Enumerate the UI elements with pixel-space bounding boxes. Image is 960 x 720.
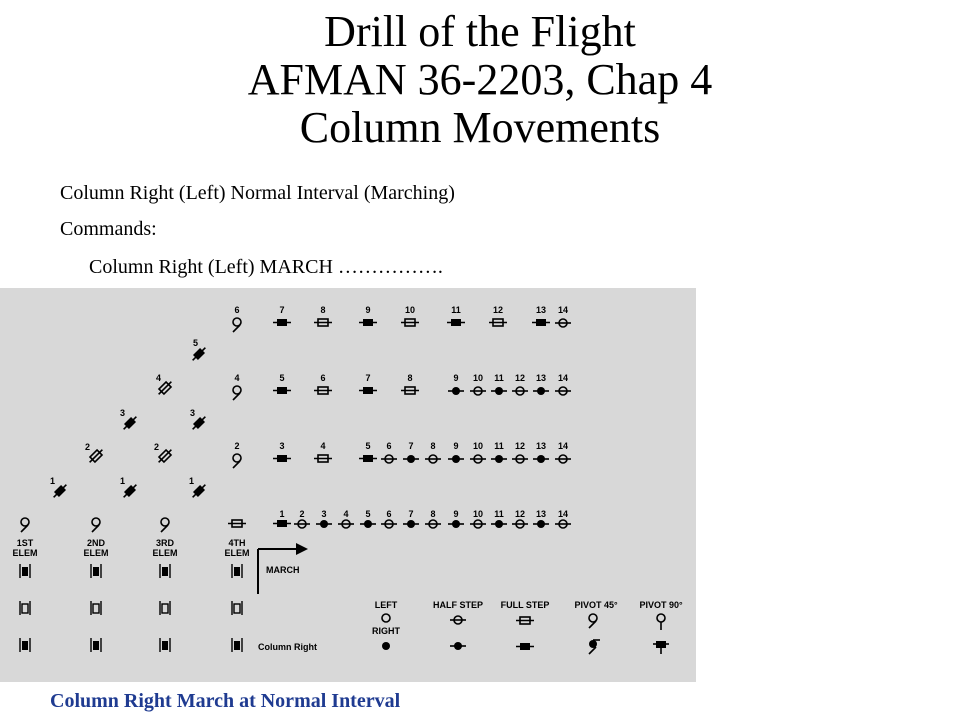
diagonal-number: 5 <box>193 338 199 348</box>
row-2-number: 9 <box>453 373 459 383</box>
row-1-number: 10 <box>404 305 416 315</box>
diagonal-number: 3 <box>120 408 126 418</box>
row-2-number: 14 <box>557 373 569 383</box>
row-3-number: 9 <box>453 441 459 451</box>
row-3-number: 3 <box>279 441 285 451</box>
row-2-number: 11 <box>494 373 504 383</box>
row-1-number: 7 <box>279 305 285 315</box>
legend-half-step-label: HALF STEP <box>432 600 484 610</box>
row-3-number: 12 <box>514 441 526 451</box>
column-right-label: Column Right <box>258 642 317 652</box>
row-4-number: 9 <box>453 509 459 519</box>
row-3-number: 10 <box>472 441 484 451</box>
legend-pivot45-label: PIVOT 45° <box>574 600 618 610</box>
diagonal-number: 2 <box>85 442 91 452</box>
row-2-number: 6 <box>320 373 326 383</box>
title-line-1: Drill of the Flight <box>324 7 636 56</box>
element-label: ELEM <box>224 548 250 558</box>
row-3-number: 11 <box>494 441 504 451</box>
legend-right-symbol <box>382 642 390 650</box>
title-line-3: Column Movements <box>299 103 661 152</box>
element-label: 3RD <box>155 538 175 548</box>
row-4-number: 12 <box>514 509 526 519</box>
commands-label: Commands: <box>60 218 157 240</box>
row-3-number: 8 <box>430 441 436 451</box>
legend-left-label: LEFT <box>374 600 398 610</box>
drill-diagram <box>0 288 696 682</box>
row-4-number: 1 <box>279 509 285 519</box>
legend-right-label: RIGHT <box>372 626 400 636</box>
row-4-number: 8 <box>430 509 436 519</box>
row-4-number: 13 <box>535 509 547 519</box>
row-4-number: 5 <box>365 509 371 519</box>
row-4-number: 2 <box>299 509 305 519</box>
row-1-number: 9 <box>365 305 371 315</box>
row-1-number: 8 <box>320 305 326 315</box>
diagonal-number: 3 <box>190 408 196 418</box>
row-4-number: 6 <box>386 509 392 519</box>
row-4-number: 11 <box>494 509 504 519</box>
row-4-number: 14 <box>557 509 569 519</box>
row-2-number: 5 <box>279 373 285 383</box>
element-label: ELEM <box>83 548 109 558</box>
element-label: 1ST <box>16 538 34 548</box>
row-3-number: 5 <box>365 441 371 451</box>
row-4-number: 10 <box>472 509 484 519</box>
diagram-background <box>0 288 696 682</box>
command-text: Column Right (Left) MARCH ……………. <box>89 256 443 278</box>
row-3-number: 13 <box>535 441 547 451</box>
legend-full-step-label: FULL STEP <box>500 600 550 610</box>
row-3-number: 6 <box>386 441 392 451</box>
title-line-2: AFMAN 36-2203, Chap 4 <box>247 55 713 104</box>
row-2-number: 8 <box>407 373 413 383</box>
diagonal-number: 1 <box>120 476 126 486</box>
legend-pivot90-label: PIVOT 90° <box>639 600 683 610</box>
row-3-number: 7 <box>408 441 414 451</box>
row-3-number: 2 <box>234 441 240 451</box>
row-3-number: 14 <box>557 441 569 451</box>
row-2-number: 12 <box>514 373 526 383</box>
row-4-number: 7 <box>408 509 414 519</box>
row-1-number: 11 <box>451 305 461 315</box>
element-label: 4TH <box>228 538 246 548</box>
row-2-number: 13 <box>535 373 547 383</box>
row-1-number: 14 <box>557 305 569 315</box>
slide-title <box>0 8 960 152</box>
element-label: ELEM <box>152 548 178 558</box>
diagonal-number: 2 <box>154 442 160 452</box>
row-1-number: 6 <box>234 305 240 315</box>
element-label: ELEM <box>12 548 38 558</box>
element-label: 2ND <box>86 538 106 548</box>
row-4-number: 4 <box>343 509 349 519</box>
diagonal-number: 1 <box>189 476 195 486</box>
row-2-number: 7 <box>365 373 371 383</box>
row-3-number: 4 <box>320 441 326 451</box>
row-2-number: 10 <box>472 373 484 383</box>
subtitle: Column Right (Left) Normal Interval (Marching) <box>60 182 455 204</box>
row-1-number: 13 <box>535 305 547 315</box>
diagonal-number: 1 <box>50 476 56 486</box>
diagonal-number: 4 <box>156 373 162 383</box>
diagram-caption: Column Right March at Normal Interval <box>50 690 401 712</box>
row-2-number: 4 <box>234 373 240 383</box>
row-4-number: 3 <box>321 509 327 519</box>
march-label: MARCH <box>266 565 300 575</box>
row-1-number: 12 <box>492 305 504 315</box>
